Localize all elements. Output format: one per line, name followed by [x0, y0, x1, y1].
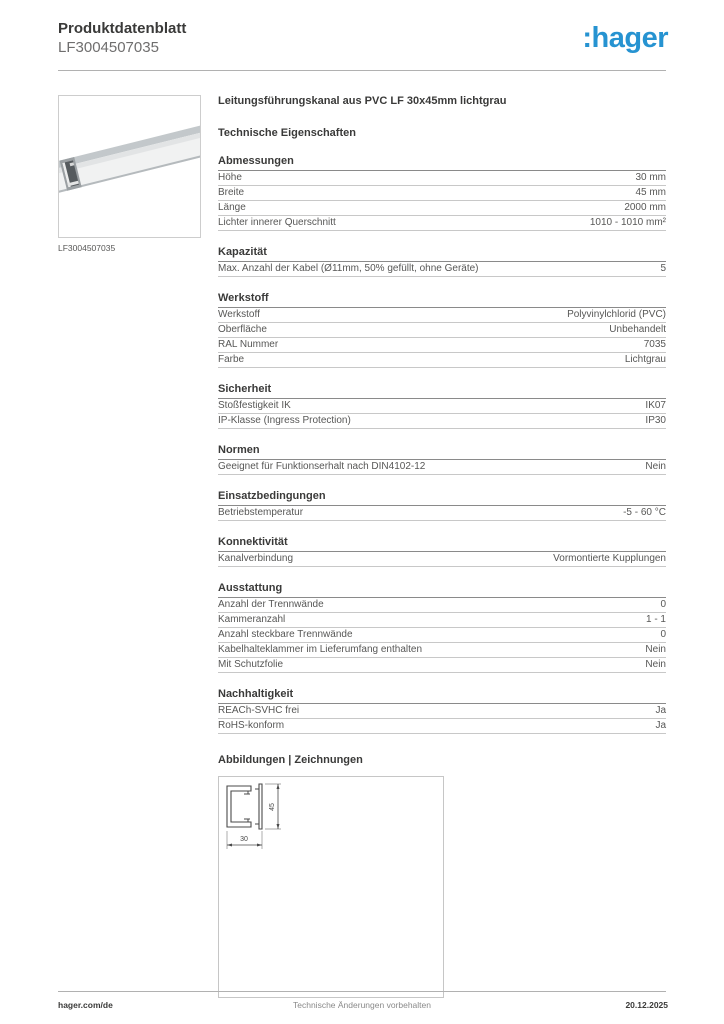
spec-value: 0 — [660, 629, 666, 640]
table-row — [218, 353, 666, 368]
section-werkstoff — [218, 292, 666, 368]
tech-properties-heading: Technische Eigenschaften — [218, 127, 356, 139]
table-row — [218, 262, 666, 277]
height-dimension-label: 45 — [269, 803, 276, 811]
table-row — [218, 414, 666, 429]
table-row — [218, 613, 666, 628]
table-row — [218, 308, 666, 323]
product-reference: LF3004507035 — [58, 39, 159, 56]
header-divider — [58, 70, 666, 71]
section-einsatzbedingungen — [218, 490, 666, 521]
spec-value: Vormontierte Kupplungen — [553, 553, 666, 564]
spec-label: Breite — [218, 187, 245, 198]
spec-value: 45 mm — [635, 187, 666, 198]
spec-value: 2000 mm — [624, 202, 666, 213]
table-row — [218, 323, 666, 338]
spec-label: Kammeranzahl — [218, 614, 286, 625]
table-row — [218, 598, 666, 613]
table-row — [218, 460, 666, 475]
spec-value: Nein — [645, 659, 666, 670]
spec-value: Ja — [655, 705, 666, 716]
section-abmessungen — [218, 155, 666, 231]
footer-website: hager.com/de — [58, 1000, 113, 1010]
spec-label: Kabelhalteklammer im Lieferumfang enthalten — [218, 644, 422, 655]
footer-divider — [58, 991, 666, 992]
section-ausstattung — [218, 582, 666, 673]
section-heading: Einsatzbedingungen — [218, 490, 666, 506]
specs-column — [218, 95, 666, 998]
spec-value: 0 — [660, 599, 666, 610]
section-normen — [218, 444, 666, 475]
table-row — [218, 216, 666, 231]
spec-value: 1010 - 1010 mm² — [589, 217, 666, 228]
spec-label: Betriebstemperatur — [218, 507, 304, 518]
section-heading: Abmessungen — [218, 155, 666, 171]
spec-label: REACh-SVHC frei — [218, 705, 300, 716]
spec-value: 5 — [660, 263, 666, 274]
spec-value: Unbehandelt — [609, 324, 666, 335]
spec-label: Länge — [218, 202, 246, 213]
spec-value: -5 - 60 °C — [623, 507, 666, 518]
section-heading: Ausstattung — [218, 582, 666, 598]
section-sicherheit — [218, 383, 666, 429]
spec-label: Max. Anzahl der Kabel (Ø11mm, 50% gefüllt, ohne Geräte) — [218, 263, 479, 274]
spec-label: Stoßfestigkeit IK — [218, 400, 291, 411]
product-image — [58, 95, 201, 238]
cross-section-drawing — [219, 777, 443, 997]
spec-label: Anzahl steckbare Trennwände — [218, 629, 353, 640]
spec-label: Farbe — [218, 354, 245, 365]
spec-label: Anzahl der Trennwände — [218, 599, 324, 610]
section-kapazitaet — [218, 246, 666, 277]
table-row — [218, 643, 666, 658]
section-heading: Konnektivität — [218, 536, 666, 552]
footer-date: 20.12.2025 — [625, 1000, 668, 1010]
spec-label: IP-Klasse (Ingress Protection) — [218, 415, 351, 426]
table-row — [218, 658, 666, 673]
spec-value: 30 mm — [635, 172, 666, 183]
section-heading: Kapazität — [218, 246, 666, 262]
width-dimension-label: 30 — [240, 836, 248, 843]
table-row — [218, 506, 666, 521]
section-konnektivitaet — [218, 536, 666, 567]
spec-value: Ja — [655, 720, 666, 731]
section-heading: Sicherheit — [218, 383, 666, 399]
spec-value: Lichtgrau — [624, 354, 666, 365]
spec-label: RoHS-konform — [218, 720, 285, 731]
table-row — [218, 186, 666, 201]
section-heading: Nachhaltigkeit — [218, 688, 666, 704]
product-image-caption: LF3004507035 — [58, 243, 116, 253]
spec-value: 7035 — [643, 339, 666, 350]
spec-value: 1 - 1 — [645, 614, 666, 625]
document-title: Produktdatenblatt — [58, 20, 187, 37]
table-row — [218, 338, 666, 353]
section-heading: Werkstoff — [218, 292, 666, 308]
table-row — [218, 399, 666, 414]
table-row — [218, 201, 666, 216]
spec-value: Nein — [645, 644, 666, 655]
spec-label: Kanalverbindung — [218, 553, 294, 564]
technical-drawing — [218, 776, 444, 998]
spec-label: Mit Schutzfolie — [218, 659, 284, 670]
spec-label: Oberfläche — [218, 324, 267, 335]
product-photo-rendering — [59, 96, 200, 237]
hager-logo: :hager — [582, 22, 668, 54]
table-row — [218, 628, 666, 643]
spec-label: Höhe — [218, 172, 242, 183]
spec-value: IK07 — [645, 400, 666, 411]
spec-value: Nein — [645, 461, 666, 472]
spec-label: Werkstoff — [218, 309, 260, 320]
section-heading: Normen — [218, 444, 666, 460]
spec-label: Geeignet für Funktionserhalt nach DIN4102-12 — [218, 461, 426, 472]
drawings-heading: Abbildungen | Zeichnungen — [218, 754, 363, 766]
table-row — [218, 552, 666, 567]
spec-label: RAL Nummer — [218, 339, 279, 350]
spec-label: Lichter innerer Querschnitt — [218, 217, 336, 228]
table-row — [218, 719, 666, 734]
spec-value: Polyvinylchlorid (PVC) — [567, 309, 666, 320]
footer-disclaimer: Technische Änderungen vorbehalten — [293, 1000, 431, 1010]
product-title: Leitungsführungskanal aus PVC LF 30x45mm lichtgrau — [218, 95, 507, 107]
spec-value: IP30 — [645, 415, 666, 426]
table-row — [218, 171, 666, 186]
table-row — [218, 704, 666, 719]
section-nachhaltigkeit — [218, 688, 666, 734]
